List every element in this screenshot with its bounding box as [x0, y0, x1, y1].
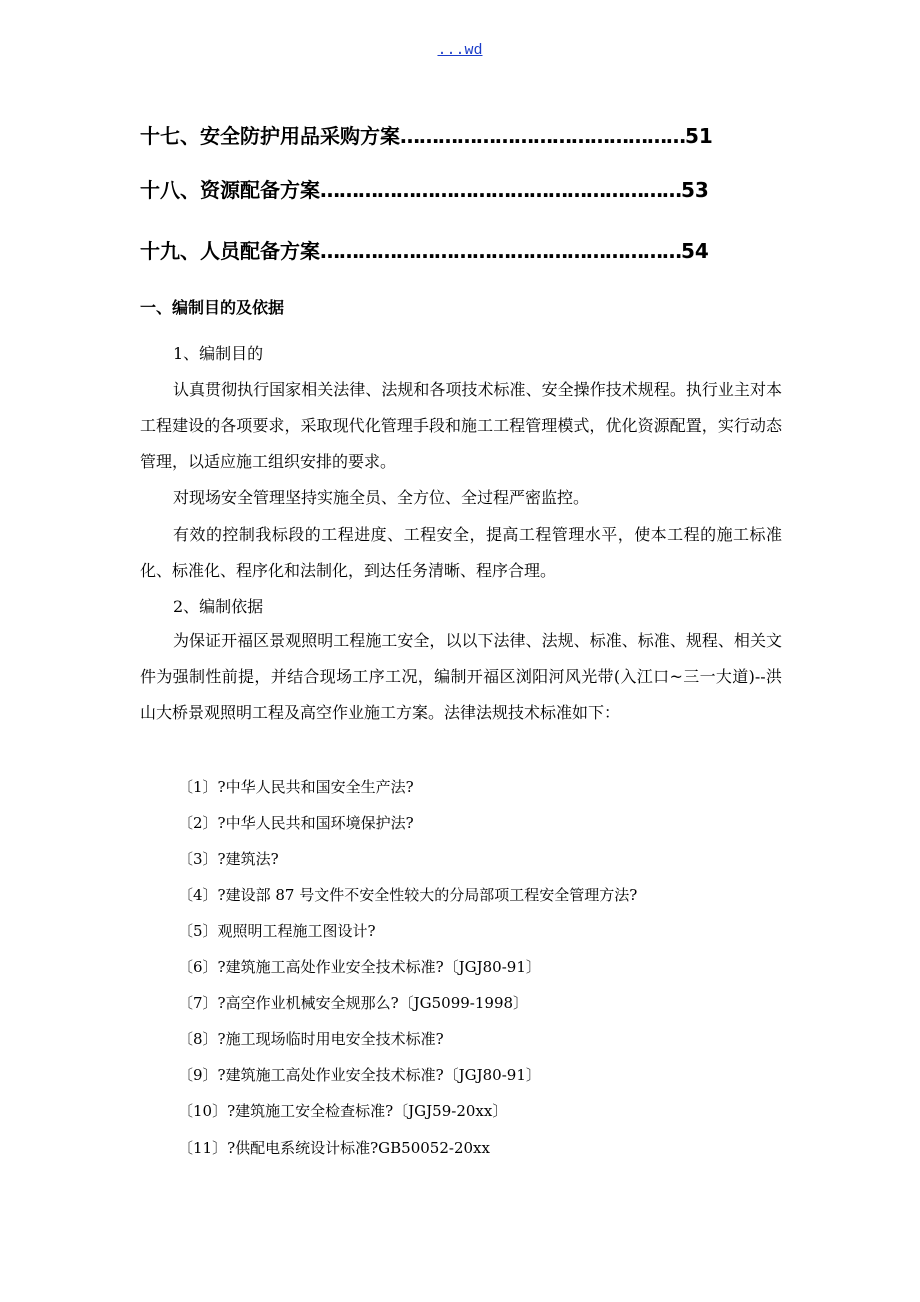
toc-title: 十七、安全防护用品采购方案 — [140, 124, 400, 148]
toc-title: 十八、资源配备方案 — [140, 178, 320, 202]
subsection-heading: 1、编制目的 — [173, 344, 264, 363]
paragraph: 有效的控制我标段的工程进度、工程安全，提高工程管理水平，使本工程的施工标准化、标准化、程序化和法制化，到达任务清晰、程序合理。 — [140, 525, 782, 580]
list-item: 〔8〕?施工现场临时用电安全技术标准? — [178, 1030, 444, 1048]
list-item: 〔10〕?建筑施工安全检查标准?〔JGJ59-20xx〕 — [178, 1102, 508, 1120]
toc-item[interactable] — [140, 174, 780, 206]
list-item: 〔4〕?建设部 87 号文件不安全性较大的分局部项工程安全管理方法? — [178, 886, 638, 904]
list-item: 〔9〕?建筑施工高处作业安全技术标准?〔JGJ80-91〕 — [178, 1066, 541, 1084]
paragraph: 认真贯彻执行国家相关法律、法规和各项技术标准、安全操作技术规程。执行业主对本工程建设的各项要求，采取现代化管理手段和施工工程管理模式，优化资源配置，实行动态管理，以适应施工组织安排的要求。 — [140, 380, 782, 471]
section-heading: 一、编制目的及依据 — [140, 298, 285, 317]
toc-page: 54 — [681, 239, 709, 263]
toc-leader: ………………………………………………… — [320, 239, 681, 263]
paragraph: 对现场安全管理坚持实施全员、全方位、全过程严密监控。 — [173, 488, 590, 507]
toc-leader: ………………………………………………… — [320, 178, 681, 202]
subsection-heading: 2、编制依据 — [173, 597, 264, 616]
toc-item[interactable] — [140, 235, 780, 267]
toc-title: 十九、人员配备方案 — [140, 239, 320, 263]
list-item: 〔5〕观照明工程施工图设计? — [178, 922, 376, 940]
paragraph: 为保证开福区景观照明工程施工安全，以以下法律、法规、标准、标准、规程、相关文件为强制性前提，并结合现场工序工况，编制开福区浏阳河风光带(入江口~三一大道)--洪山大桥景观照明工程及高空作业施工方案。法律法规技术标准如下： — [140, 631, 782, 722]
list-item: 〔1〕?中华人民共和国安全生产法? — [178, 778, 414, 796]
toc-leader: ……………………………………… — [400, 124, 685, 148]
toc-page: 51 — [685, 124, 713, 148]
toc-item[interactable] — [140, 120, 780, 152]
toc-page: 53 — [681, 178, 709, 202]
list-item: 〔7〕?高空作业机械安全规那么?〔JG5099-1998〕 — [178, 994, 529, 1012]
list-item: 〔6〕?建筑施工高处作业安全技术标准?〔JGJ80-91〕 — [178, 958, 541, 976]
list-item: 〔2〕?中华人民共和国环境保护法? — [178, 814, 414, 832]
list-item: 〔3〕?建筑法? — [178, 850, 279, 868]
header-link[interactable]: ...wd — [437, 42, 483, 59]
list-item: 〔11〕?供配电系统设计标准?GB50052-20xx — [178, 1139, 490, 1157]
